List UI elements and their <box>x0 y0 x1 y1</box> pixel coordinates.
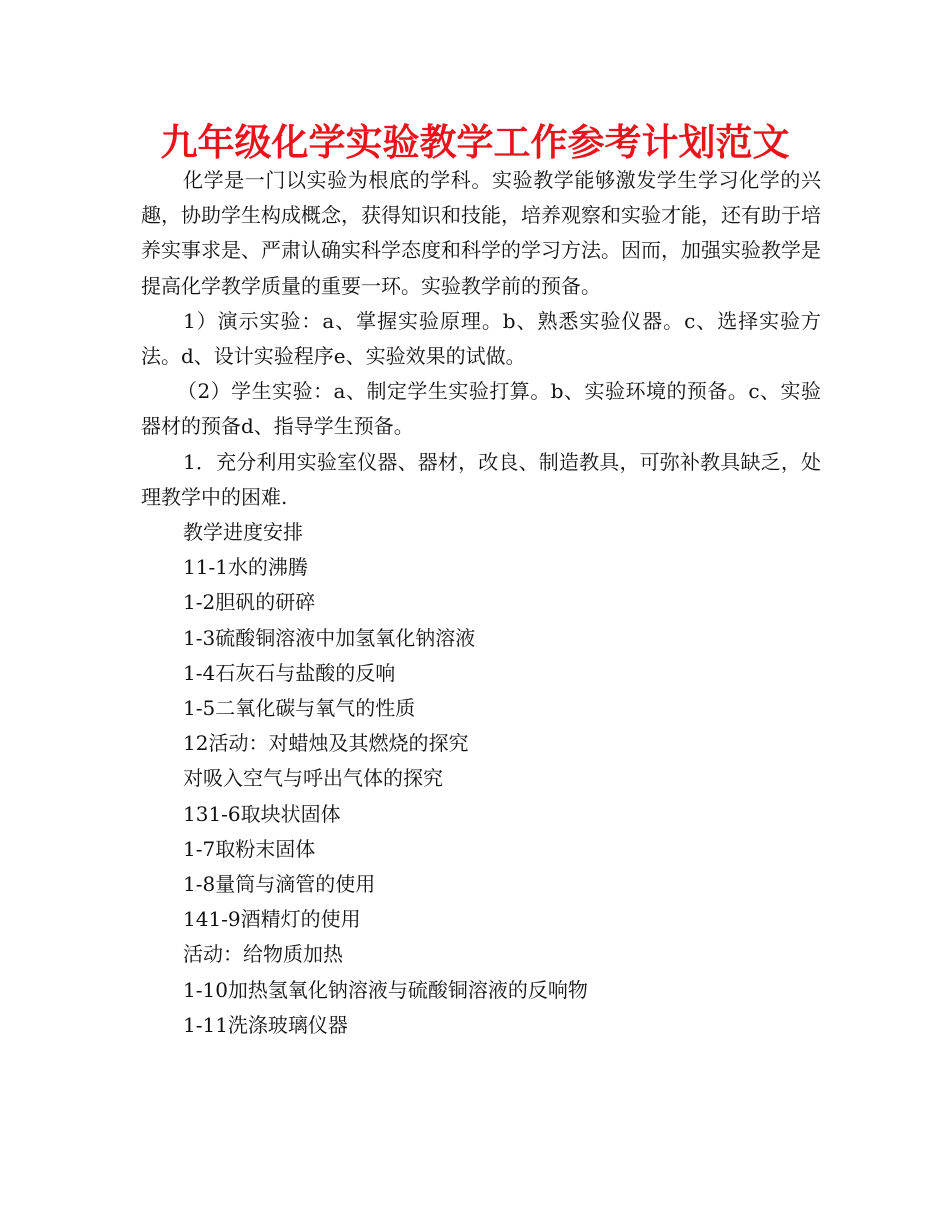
list-item: 141-9酒精灯的使用 <box>183 907 361 932</box>
list-item: 1-7取粉末固体 <box>183 836 316 861</box>
paragraph-intro: 化学是一门以实验为根底的学科。实验教学能够激发学生学习化学的兴趣，协助学生构成概念，获得知识和技能，培养观察和实验才能，还有助于培养实事求是、严肃认确实科学态度和科学的学习方法。因而，加强实验教学是提高化学教学质量的重要一环。实验教学前的预备。 <box>141 168 821 298</box>
paragraph-lab-equipment: 1．充分利用实验室仪器、器材，改良、制造教具，可弥补教具缺乏，处理教学中的困难. <box>141 449 821 509</box>
list-item: 1-10加热氢氧化钠溶液与硫酸铜溶液的反响物 <box>183 977 588 1002</box>
list-item: 1-8量筒与滴管的使用 <box>183 872 376 897</box>
list-item: 1-11洗涤玻璃仪器 <box>183 1012 348 1037</box>
list-item: 1-2胆矾的研碎 <box>183 590 316 615</box>
list-item: 对吸入空气与呼出气体的探究 <box>183 766 443 791</box>
list-item: 11-1水的沸腾 <box>183 555 308 580</box>
list-item: 131-6取块状固体 <box>183 801 341 826</box>
list-item: 1-3硫酸铜溶液中加氢氧化钠溶液 <box>183 625 476 650</box>
schedule-heading: 教学进度安排 <box>183 520 303 545</box>
list-item: 1-5二氧化碳与氧气的性质 <box>183 696 416 721</box>
list-item: 1-4石灰石与盐酸的反响 <box>183 660 396 685</box>
document-title: 九年级化学实验教学工作参考计划范文 <box>160 121 790 164</box>
schedule-list <box>141 515 821 1043</box>
paragraph-student-experiment: （2）学生实验：a、制定学生实验打算。b、实验环境的预备。c、实验器材的预备d、指导学生预备。 <box>141 379 821 439</box>
paragraph-demo-experiment: 1）演示实验：a、掌握实验原理。b、熟悉实验仪器。c、选择实验方法。d、设计实验程序e、实验效果的试做。 <box>141 308 821 369</box>
list-item: 活动：给物质加热 <box>183 942 343 967</box>
list-item: 12活动：对蜡烛及其燃烧的探究 <box>183 731 469 756</box>
document-body <box>141 163 821 1043</box>
